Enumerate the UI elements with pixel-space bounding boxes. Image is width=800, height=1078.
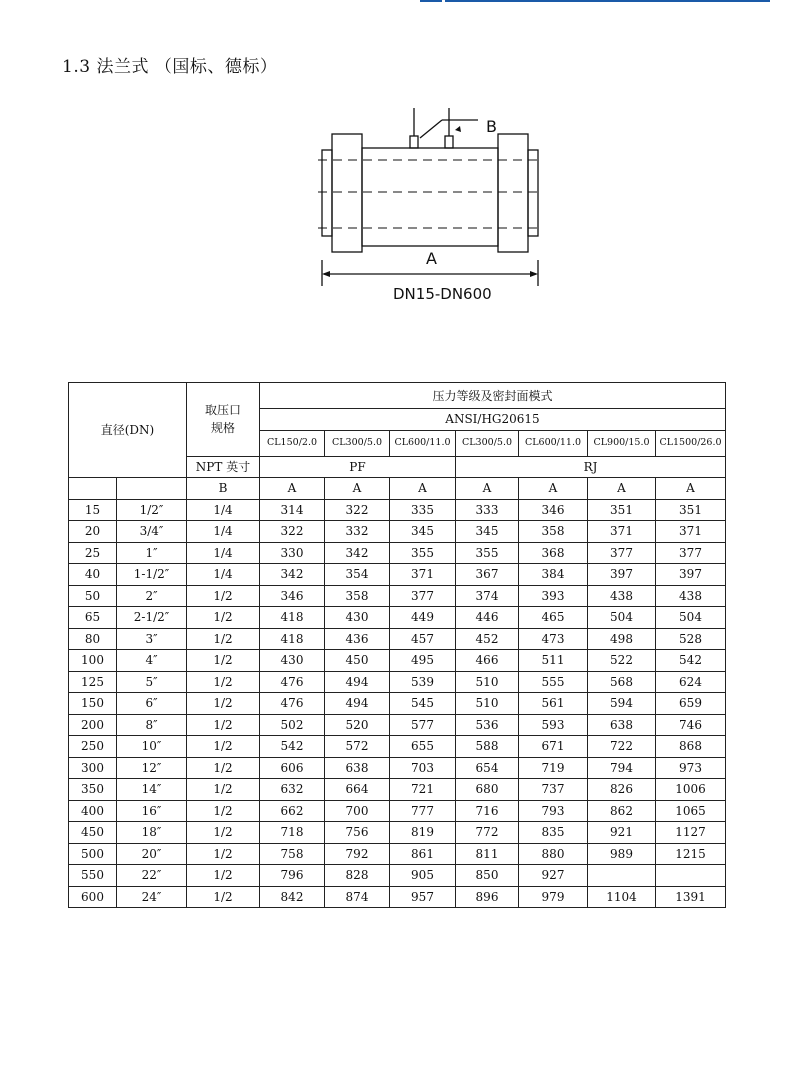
table-cell: 545 [390, 693, 456, 715]
table-cell: 880 [519, 843, 588, 865]
table-cell: 819 [390, 822, 456, 844]
table-cell: 1006 [656, 779, 726, 801]
table-cell: 1127 [656, 822, 726, 844]
table-cell: 850 [456, 865, 519, 887]
table-cell: 638 [588, 714, 656, 736]
col-letter: A [260, 478, 325, 500]
table-cell: 354 [325, 564, 390, 586]
table-cell: 150 [69, 693, 117, 715]
flange-meter-drawing [300, 100, 560, 300]
table-cell: 758 [260, 843, 325, 865]
table-cell: 22″ [117, 865, 187, 887]
table-body [69, 383, 726, 908]
table-row [69, 822, 726, 844]
table-cell: 539 [390, 671, 456, 693]
table-cell: 1/2 [187, 822, 260, 844]
table-cell: 1/4 [187, 521, 260, 543]
col-letter: B [187, 478, 260, 500]
table-cell: 24″ [117, 886, 187, 908]
table-cell: 4″ [117, 650, 187, 672]
header-class: CL150/2.0 [260, 430, 325, 456]
table-cell: 572 [325, 736, 390, 758]
table-cell: 16″ [117, 800, 187, 822]
table-cell: 2″ [117, 585, 187, 607]
table-cell: 430 [260, 650, 325, 672]
header-class: CL600/11.0 [519, 430, 588, 456]
table-cell: 465 [519, 607, 588, 629]
table-cell: 588 [456, 736, 519, 758]
table-cell: 504 [588, 607, 656, 629]
table-cell: 655 [390, 736, 456, 758]
table-cell: 1/2 [187, 757, 260, 779]
table-row [69, 757, 726, 779]
table-cell: 345 [456, 521, 519, 543]
table-cell: 358 [325, 585, 390, 607]
table-cell: 502 [260, 714, 325, 736]
table-cell: 355 [456, 542, 519, 564]
header-tap-line1: 取压口 [204, 403, 241, 418]
table-cell: 50 [69, 585, 117, 607]
table-cell: 522 [588, 650, 656, 672]
table-row [69, 671, 726, 693]
col-letter: A [390, 478, 456, 500]
table-cell: 446 [456, 607, 519, 629]
table-row [69, 628, 726, 650]
table-cell: 1065 [656, 800, 726, 822]
table-cell: 342 [260, 564, 325, 586]
table-row [69, 650, 726, 672]
table-cell: 594 [588, 693, 656, 715]
table-cell: 20 [69, 521, 117, 543]
header-pf: PF [260, 456, 456, 478]
table-cell: 510 [456, 693, 519, 715]
table-cell: 367 [456, 564, 519, 586]
table-cell: 1/2 [187, 628, 260, 650]
pressure-tap-right [445, 136, 453, 148]
table-cell: 371 [390, 564, 456, 586]
header-pressure-class: 压力等级及密封面模式 [260, 383, 726, 409]
table-cell: 350 [69, 779, 117, 801]
header-rule-gap [442, 0, 445, 2]
table-cell: 12″ [117, 757, 187, 779]
table-cell: 65 [69, 607, 117, 629]
table-cell: 659 [656, 693, 726, 715]
table-cell: 606 [260, 757, 325, 779]
table-row [69, 779, 726, 801]
table-cell: 550 [69, 865, 117, 887]
pressure-tap-left [410, 136, 418, 148]
table-cell: 796 [260, 865, 325, 887]
table-cell: 346 [519, 499, 588, 521]
table-cell: 314 [260, 499, 325, 521]
table-cell: 671 [519, 736, 588, 758]
header-diameter: 直径(DN) [69, 383, 187, 478]
table-row [69, 800, 726, 822]
table-cell: 835 [519, 822, 588, 844]
table-cell: 1104 [588, 886, 656, 908]
range-label: DN15-DN600 [393, 285, 492, 300]
left-flange-face [322, 150, 332, 236]
table-cell: 624 [656, 671, 726, 693]
table-cell: 792 [325, 843, 390, 865]
table-cell: 510 [456, 671, 519, 693]
table-cell: 351 [656, 499, 726, 521]
table-cell: 498 [588, 628, 656, 650]
table-cell: 1391 [656, 886, 726, 908]
table-cell: 828 [325, 865, 390, 887]
table-cell: 2-1/2″ [117, 607, 187, 629]
table-cell: 418 [260, 607, 325, 629]
header-rule [420, 0, 770, 2]
table-cell: 335 [390, 499, 456, 521]
table-cell: 520 [325, 714, 390, 736]
table-row [69, 865, 726, 887]
table-cell: 1/2 [187, 865, 260, 887]
table-cell: 125 [69, 671, 117, 693]
table-cell: 1/2 [187, 607, 260, 629]
table-cell: 495 [390, 650, 456, 672]
table-row [69, 843, 726, 865]
table-row [69, 585, 726, 607]
table-cell: 250 [69, 736, 117, 758]
table-cell: 737 [519, 779, 588, 801]
table-cell: 1215 [656, 843, 726, 865]
table-cell: 450 [69, 822, 117, 844]
table-cell: 436 [325, 628, 390, 650]
table-cell: 6″ [117, 693, 187, 715]
table-cell: 722 [588, 736, 656, 758]
table-cell: 721 [390, 779, 456, 801]
table-cell: 746 [656, 714, 726, 736]
table-cell: 371 [656, 521, 726, 543]
table-cell: 418 [260, 628, 325, 650]
table-cell: 500 [69, 843, 117, 865]
table-cell: 973 [656, 757, 726, 779]
table-cell: 8″ [117, 714, 187, 736]
table-cell: 638 [325, 757, 390, 779]
table-cell: 457 [390, 628, 456, 650]
table-cell: 449 [390, 607, 456, 629]
meter-body [362, 148, 498, 246]
table-row [69, 736, 726, 758]
header-tap-spec [187, 383, 260, 457]
table-cell [656, 865, 726, 887]
table-cell: 3″ [117, 628, 187, 650]
table-cell: 1/2 [187, 843, 260, 865]
right-flange-face [528, 150, 538, 236]
empty-cell [69, 478, 117, 500]
table-cell: 368 [519, 542, 588, 564]
table-cell: 654 [456, 757, 519, 779]
table-cell: 450 [325, 650, 390, 672]
table-cell: 351 [588, 499, 656, 521]
table-cell: 330 [260, 542, 325, 564]
table-cell: 718 [260, 822, 325, 844]
table-cell: 3/4″ [117, 521, 187, 543]
table-cell: 1/2 [187, 779, 260, 801]
table-cell: 438 [656, 585, 726, 607]
table-cell: 577 [390, 714, 456, 736]
col-letter: A [656, 478, 726, 500]
table-cell: 528 [656, 628, 726, 650]
table-cell: 355 [390, 542, 456, 564]
table-row [69, 521, 726, 543]
header-class: CL300/5.0 [456, 430, 519, 456]
table-cell: 1/4 [187, 542, 260, 564]
table-row [69, 693, 726, 715]
table-cell: 333 [456, 499, 519, 521]
table-cell: 927 [519, 865, 588, 887]
table-cell: 772 [456, 822, 519, 844]
table-cell: 561 [519, 693, 588, 715]
table-cell: 874 [325, 886, 390, 908]
table-cell: 1/2 [187, 886, 260, 908]
left-flange [332, 134, 362, 252]
header-rj: RJ [456, 456, 726, 478]
table-cell: 1-1/2″ [117, 564, 187, 586]
table-cell: 868 [656, 736, 726, 758]
table-cell: 632 [260, 779, 325, 801]
table-cell: 1/2 [187, 585, 260, 607]
table-cell: 494 [325, 671, 390, 693]
table-cell: 511 [519, 650, 588, 672]
table-cell: 14″ [117, 779, 187, 801]
header-npt: NPT 英寸 [187, 456, 260, 478]
table-cell: 842 [260, 886, 325, 908]
table-cell: 430 [325, 607, 390, 629]
table-cell: 393 [519, 585, 588, 607]
table-cell: 473 [519, 628, 588, 650]
table-cell: 377 [588, 542, 656, 564]
table-cell: 25 [69, 542, 117, 564]
table-cell: 377 [390, 585, 456, 607]
table-cell: 300 [69, 757, 117, 779]
table-cell: 542 [260, 736, 325, 758]
label-a: A [426, 249, 437, 268]
table-cell: 826 [588, 779, 656, 801]
table-cell: 20″ [117, 843, 187, 865]
table-cell: 719 [519, 757, 588, 779]
label-b: B [486, 117, 497, 136]
header-class: CL300/5.0 [325, 430, 390, 456]
table-cell: 15 [69, 499, 117, 521]
table-cell: 862 [588, 800, 656, 822]
table-cell: 346 [260, 585, 325, 607]
table-cell: 861 [390, 843, 456, 865]
table-cell: 989 [588, 843, 656, 865]
table-cell: 568 [588, 671, 656, 693]
table-cell: 1/2 [187, 693, 260, 715]
table-cell: 438 [588, 585, 656, 607]
table-cell: 358 [519, 521, 588, 543]
table-row [69, 607, 726, 629]
table-cell [588, 865, 656, 887]
table-cell: 1/4 [187, 564, 260, 586]
table-cell: 716 [456, 800, 519, 822]
table-cell: 664 [325, 779, 390, 801]
table-cell: 700 [325, 800, 390, 822]
table-cell: 80 [69, 628, 117, 650]
table-cell: 794 [588, 757, 656, 779]
table-cell: 662 [260, 800, 325, 822]
table-cell: 452 [456, 628, 519, 650]
table-cell: 1″ [117, 542, 187, 564]
table-row [69, 714, 726, 736]
table-cell: 476 [260, 693, 325, 715]
section-title: 1.3 法兰式 （国标、德标） [62, 57, 278, 77]
table-cell: 555 [519, 671, 588, 693]
table-cell: 1/2 [187, 714, 260, 736]
col-letter: A [325, 478, 390, 500]
table-cell: 1/2 [187, 671, 260, 693]
table-cell: 384 [519, 564, 588, 586]
header-class: CL600/11.0 [390, 430, 456, 456]
table-cell: 322 [260, 521, 325, 543]
table-cell: 374 [456, 585, 519, 607]
leader-line [420, 120, 442, 138]
table-cell: 979 [519, 886, 588, 908]
table-cell: 1/2″ [117, 499, 187, 521]
table-cell: 400 [69, 800, 117, 822]
header-tap-line2: 规格 [210, 421, 235, 436]
table-cell: 494 [325, 693, 390, 715]
table-cell: 345 [390, 521, 456, 543]
dimension-table [68, 382, 726, 908]
table-cell: 1/4 [187, 499, 260, 521]
table-cell: 680 [456, 779, 519, 801]
table-cell: 1/2 [187, 650, 260, 672]
table-cell: 536 [456, 714, 519, 736]
table-cell: 593 [519, 714, 588, 736]
table-row [69, 499, 726, 521]
table-cell: 921 [588, 822, 656, 844]
table-cell: 10″ [117, 736, 187, 758]
table-row [69, 886, 726, 908]
table-cell: 600 [69, 886, 117, 908]
table-cell: 397 [588, 564, 656, 586]
table-row [69, 542, 726, 564]
table-cell: 397 [656, 564, 726, 586]
table-row [69, 564, 726, 586]
table-cell: 1/2 [187, 800, 260, 822]
table-cell: 542 [656, 650, 726, 672]
header-standard: ANSI/HG20615 [260, 409, 726, 431]
table-cell: 476 [260, 671, 325, 693]
header-class: CL900/15.0 [588, 430, 656, 456]
table-cell: 896 [456, 886, 519, 908]
table-cell: 371 [588, 521, 656, 543]
table-cell: 905 [390, 865, 456, 887]
table-cell: 811 [456, 843, 519, 865]
table-cell: 466 [456, 650, 519, 672]
header-class: CL1500/26.0 [656, 430, 726, 456]
col-letter: A [456, 478, 519, 500]
table-cell: 40 [69, 564, 117, 586]
right-flange [498, 134, 528, 252]
table-cell: 18″ [117, 822, 187, 844]
table-cell: 756 [325, 822, 390, 844]
table-cell: 793 [519, 800, 588, 822]
table-cell: 200 [69, 714, 117, 736]
table-cell: 5″ [117, 671, 187, 693]
table-cell: 504 [656, 607, 726, 629]
table-cell: 777 [390, 800, 456, 822]
table-cell: 957 [390, 886, 456, 908]
table-cell: 322 [325, 499, 390, 521]
col-letter: A [519, 478, 588, 500]
table-cell: 100 [69, 650, 117, 672]
table-cell: 1/2 [187, 736, 260, 758]
table-cell: 342 [325, 542, 390, 564]
table-cell: 377 [656, 542, 726, 564]
col-letter: A [588, 478, 656, 500]
empty-cell [117, 478, 187, 500]
table-cell: 703 [390, 757, 456, 779]
table-cell: 332 [325, 521, 390, 543]
